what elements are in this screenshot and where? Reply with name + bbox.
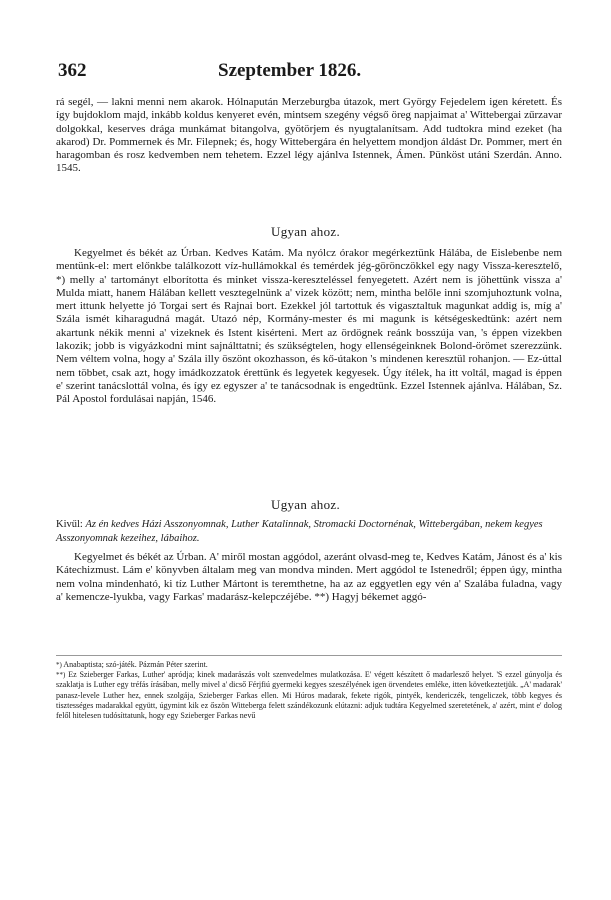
footnote-divider (56, 655, 562, 656)
page-number: 362 (58, 60, 87, 81)
letter-3 (56, 551, 562, 604)
footnote-mark: **) (56, 671, 66, 680)
footnotes (56, 660, 562, 721)
letter-heading-2: Ugyan ahoz. (271, 497, 340, 512)
paragraph: rá segél, — lakni menni nem akarok. Hólnapután Merzeburgba útazok, mert György Fejedelem igen kéretett. És így bujdoklom majd, inkább koldus kenyeret evén, mintsem szegény végső öreg napjaimat a' Wittebergai zűrzavar dolgokkal, keserves drága munkámat bitangolva, gyötörjem és nyugtalanítsam. Add tudtokra mind ezeket (ha akarod) Dr. Pommernek és Mr. Filepnek; és, hogy Wittebergára én helyettem mondjon áldást Dr. Pommer, mert én haragomban és rosz kedvemben nem tehetem. Ezzel légy ajánlva Istennek, Ámen. Pünköst utáni Szerdán. Anno. 1545. (56, 96, 562, 175)
page-header (0, 60, 611, 90)
letter-2 (56, 247, 562, 407)
footnote-text: Ez Szieberger Farkas, Luther' apródja; kinek madarászás volt szenvedelmes mulatkozása. E' végett készített ő madarlesző helyet. 'S ezzel gúnyolja és szaklatja is Luther egy tréfás írásában, melly mivel a' dicső Férjfiú gyermeki kegyes szeszélyének igen örvendetes emléke, itten következtetjük. „A' madarak' panasz-levele Luther hez, ennek szolgája, Szieberger Farkas ellen. Mi Húros madarak, fekete rigók, pintyék, kendericzék, tengeliczek, több kegyes és tisztességes madarakkal együtt, úgymint kik ez őszön Witteberga felett szándékozunk elútazni: adjuk tudtára Kegyelmed szeretetének, a' azért, mint e' dolog felől hitelesen tudósíttatunk, hogy egy Szieberger Farkas nevű (56, 670, 562, 721)
paragraph: Kegyelmet és békét az Úrban. Kedves Katám. Ma nyólcz órakor megérkeztünk Hálába, de Eislebenbe nem mentünk-el: mert előnkbe találkozott víz-hullámokkal és temérdek jég-görönczökkel egy nagy Vissza-keresztelő, *) melly a' tartományt elborította és minket vissza-kereszteléssel fenyegetett. Azért nem is jöhettünk vissza a' Mulda miatt, hanem Hálában kellett vesztegelnünk a' vizek között; nem, mintha belőle inni szomjuhoztunk volna, mert ittunk helyette jó Torgai sert és Rajnai bort. Ezekkel jól tartottuk és vigasztaltuk magunkat addig is, míg a' Szála ismét kiharagudná magát. Utazó nép, Kormány-mester és mi magunk is kétségeskedtünk: azért nem akartunk nékik menni a' vizeknek és Istent kisérteni. Mert az ördögnek reánk bosszúja van, 's éppen vizekben lakozik; jobb is vigyázkodni mint sajnálttatni; és szükségtelen, hogy ellenségeinknek Bolond-örömet szerezzünk. Nem véltem volna, hogy a' Szála illy öszönt okozhasson, és kő-útakon 's mindenen keresztül rohanjon. — Ez-úttal nem többet, csak azt, hogy imádkozzatok érettünk és legyetek kegyesek. Úgy ítélek, ha itt voltál, magad is éppen e' szerint tanácslottál volna, és így ez egyszer a' te tanácsodnak is engedtünk. Ezzel Istennek ajánlva. Hálában, Sz. Pál Apostol fordulásai napján, 1546. (56, 247, 562, 406)
letter-heading-1: Ugyan ahoz. (271, 224, 340, 239)
footnote-text: Anabaptista; szó-játék. Pázmán Péter szerint. (63, 660, 208, 669)
footnote-mark: *) (56, 661, 62, 669)
letter-address (56, 518, 562, 545)
letter-1-closing (56, 96, 562, 176)
address-text: Az én kedves Házi Asszonyomnak, Luther Katalinnak, Stromacki Doctornénak, Wittebergában, nekem kegyes Asszonyomnak kezeihez, lábaihoz. (56, 519, 543, 544)
footnote (56, 660, 562, 670)
paragraph: Kegyelmet és békét az Úrban. A' miről mostan aggódol, azeránt olvasd-meg te, Kedves Katám, Jánost és a' kis Kátechizmust. Lám e' könyvben általam meg van mondva minden. Mert aggódol te Istenedről; éppen úgy, mintha nem volna mindenható, ki tíz Luther Mártont is teremthetne, ha az az eggyetlen egy vén a' Szalába fuladna, vagy a' kemencze-lyukba, vagy Farkas' madarász-kelepczéjébe. **) Hagyj békemet aggó- (56, 551, 562, 603)
address-label: Kivűl: (56, 519, 83, 530)
footnote (56, 670, 562, 721)
running-title: Szeptember 1826. (218, 60, 362, 81)
